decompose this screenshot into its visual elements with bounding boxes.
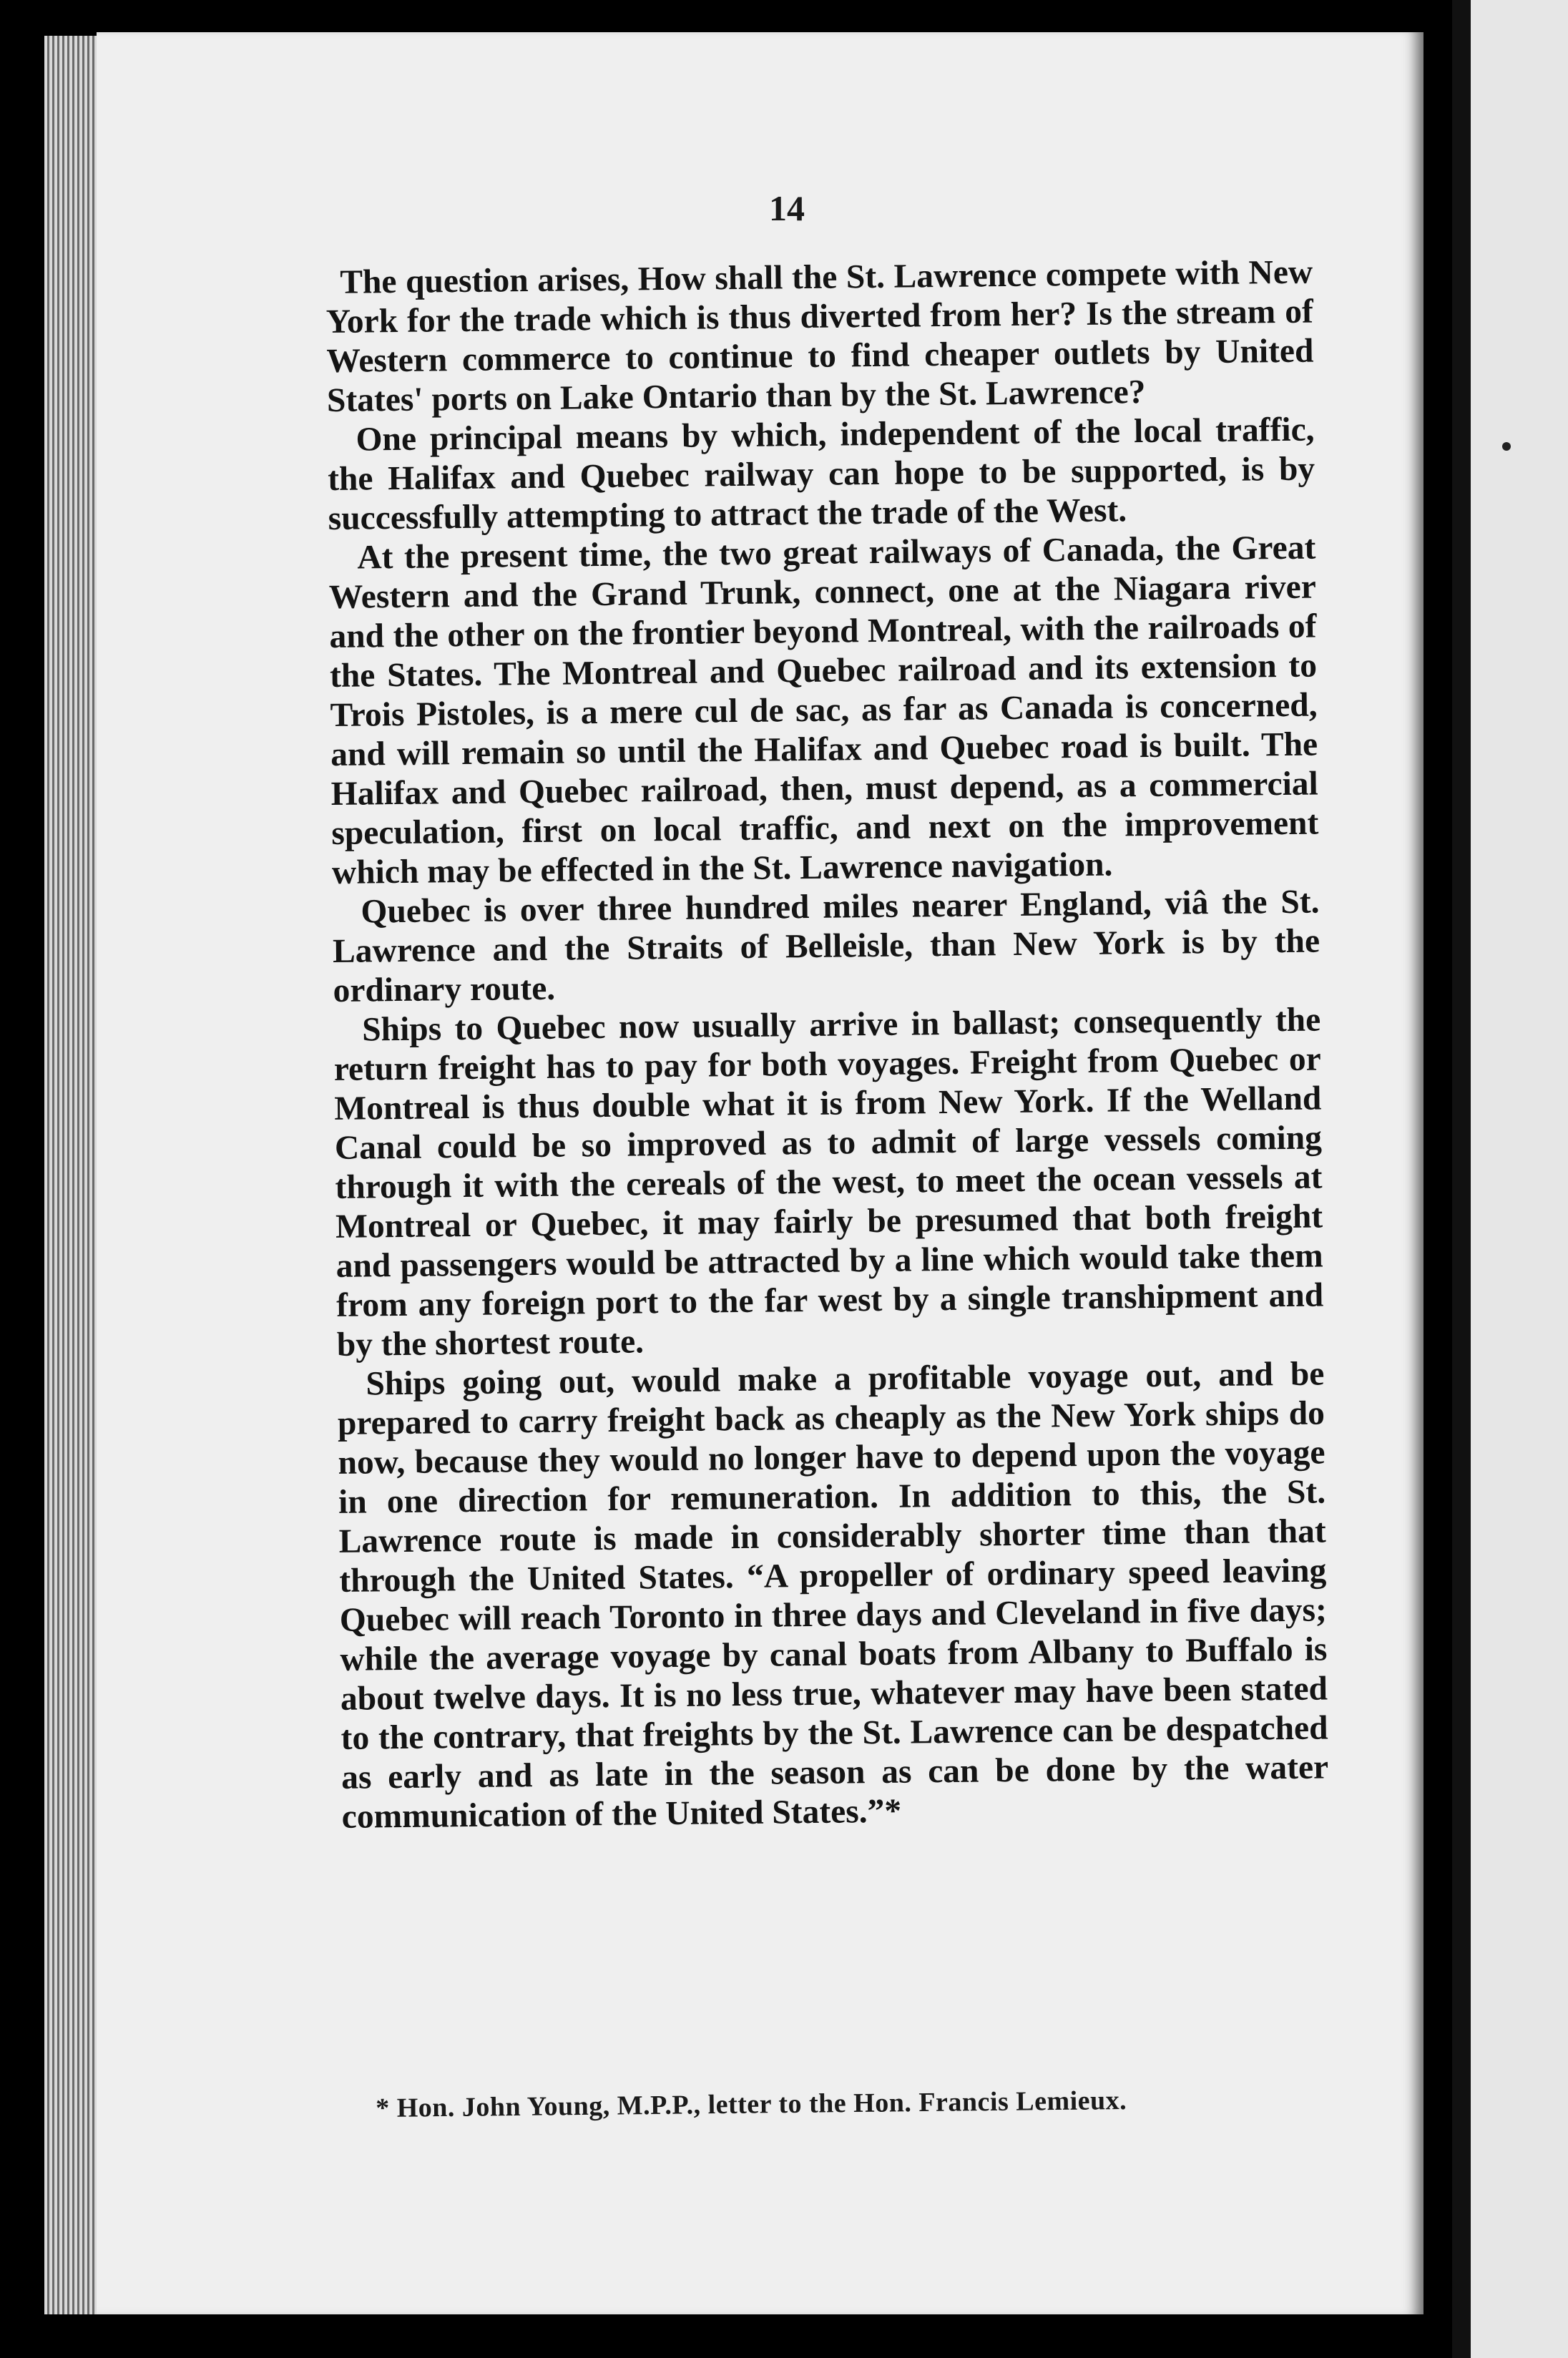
paragraph-2: One principal means by which, independent of the local traffic, the Halifax and Quebec railway can hope to be supported, is by successfully attempting to attract the trade of the West. xyxy=(327,411,1315,537)
ink-speck xyxy=(1502,442,1511,451)
footnote: * Hon. John Young, M.P.P., letter to the Hon. Francis Lemieux. xyxy=(376,2085,1127,2123)
adjacent-page xyxy=(1452,0,1568,2358)
paragraph-1: The question arises, How shall the St. Lawrence compete with New York for the trade which is thus diverted from her? Is the stream of Western commerce to continue to find cheaper outlets by United States' ports on Lake Ontario than by the St. Lawrence? xyxy=(325,253,1314,419)
page-stack-edge xyxy=(44,36,100,2314)
body-text xyxy=(325,253,1329,1837)
paragraph-4: Quebec is over three hundred miles nearer England, viâ the St. Lawrence and the Straits of Belleisle, than New York is by the ordinary route. xyxy=(332,883,1320,1009)
paragraph-5: Ships to Quebec now usually arrive in ballast; consequently the return freight has to pay for both voyages. Freight from Quebec or Montreal is thus double what it is from New York. If the Welland Canal could be so improved as to admit of large vessels coming through it with the cereals of the west, to meet the ocean vessels at Montreal or Quebec, it may fairly be presumed that both freight and passengers would be attracted by a line which would take them from any foreign port to the far west by a single transhipment and by the shortest route. xyxy=(333,1001,1324,1364)
page-gutter xyxy=(1452,0,1471,2358)
page-number: 14 xyxy=(769,188,805,228)
paragraph-6: Ships going out, would make a profitable voyage out, and be prepared to carry freight back as cheaply as the New York ships do now, because they would no longer have to depend upon the voyage in one direction for remuneration. In addition to this, the St. Lawrence route is made in considerably shorter time than that through the United States. “A propeller of ordinary speed leaving Quebec will reach Toronto in three days and Cleveland in five days; while the average voyage by canal boats from Albany to Buffalo is about twelve days. It is no less true, whatever may have been stated to the contrary, that freights by the St. Lawrence can be despatched as early and as late in the season as can be done by the water communication of the United States.”* xyxy=(337,1355,1329,1836)
paragraph-3: At the present time, the two great railways of Canada, the Great Western and the Grand Trunk, connect, one at the Niagara river and the other on the frontier beyond Montreal, with the railroads of the States. The Montreal and Quebec railroad and its extension to Trois Pistoles, is a mere cul de sac, as far as Canada is concerned, and will remain so until the Halifax and Quebec road is built. The Halifax and Quebec railroad, then, must depend, as a commercial speculation, first on local traffic, and next on the improvement which may be effected in the St. Lawrence navigation. xyxy=(328,529,1319,891)
